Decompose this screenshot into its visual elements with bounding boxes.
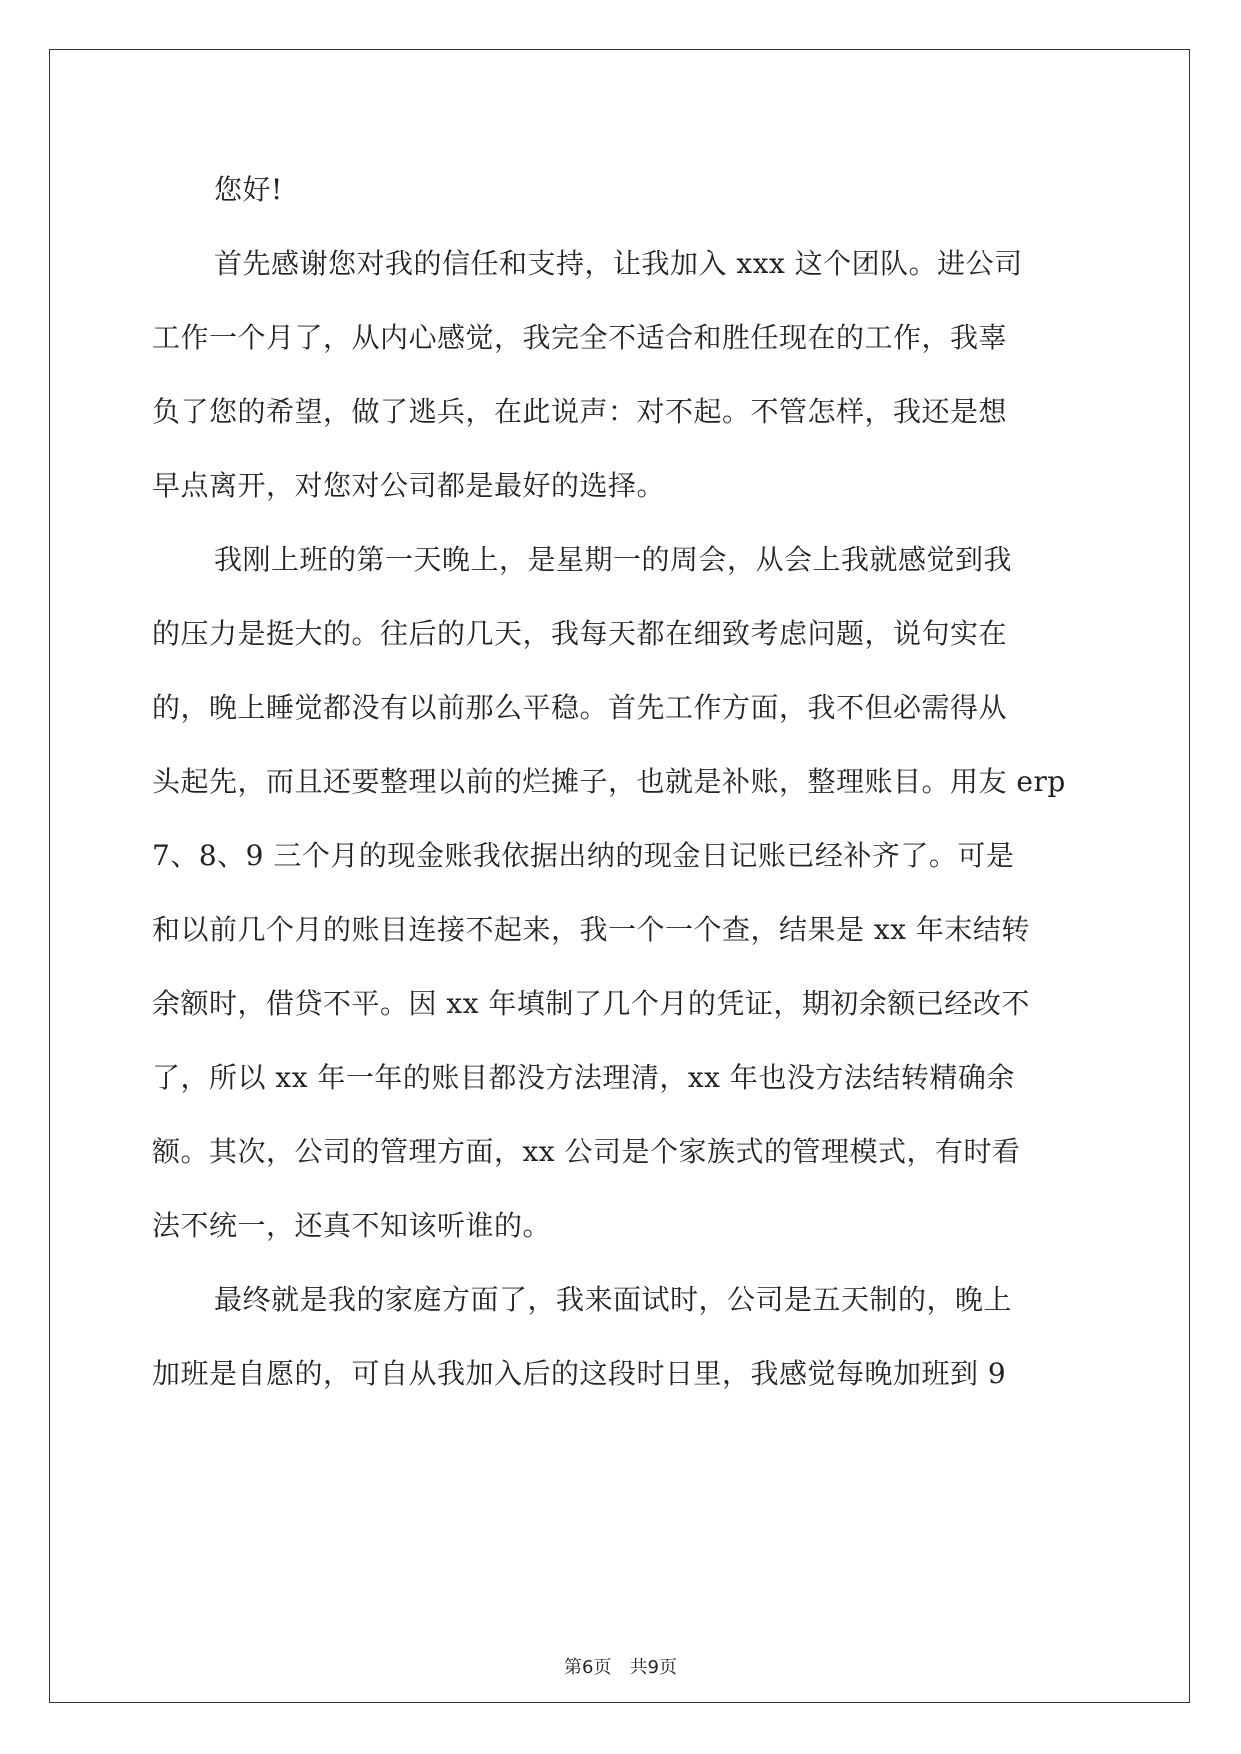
page-number-footer: 第6页 共9页: [564, 1657, 677, 1678]
paragraph-line: 和以前几个月的账目连接不起来，我一个一个查，结果是 xx 年末结转: [152, 913, 1030, 946]
paragraph-line: 首先感谢您对我的信任和支持，让我加入 xxx 这个团队。进公司: [214, 247, 1023, 280]
paragraph-line: 头起先，而且还要整理以前的烂摊子，也就是补账，整理账目。用友 erp: [152, 765, 1066, 798]
paragraph-line: 7、8、9 三个月的现金账我依据出纳的现金日记账已经补齐了。可是: [152, 839, 1015, 872]
salutation-line: 您好!: [214, 173, 283, 206]
paragraph-line: 额。其次，公司的管理方面，xx 公司是个家族式的管理模式，有时看: [152, 1135, 1021, 1168]
paragraph-line: 余额时，借贷不平。因 xx 年填制了几个月的凭证，期初余额已经改不: [152, 987, 1030, 1020]
paragraph-line: 加班是自愿的，可自从我加入后的这段时日里，我感觉每晚加班到 9: [152, 1357, 1007, 1390]
paragraph-line: 了，所以 xx 年一年的账目都没方法理清，xx 年也没方法结转精确余: [152, 1061, 1015, 1094]
page-border: [49, 49, 1190, 1703]
paragraph-line: 的压力是挺大的。往后的几天，我每天都在细致考虑问题，说句实在: [152, 617, 1008, 650]
paragraph-line: 负了您的希望，做了逃兵，在此说声：对不起。不管怎样，我还是想: [152, 395, 1008, 428]
paragraph-line: 工作一个月了，从内心感觉，我完全不适合和胜任现在的工作，我辜: [152, 321, 1008, 354]
paragraph-line: 早点离开，对您对公司都是最好的选择。: [152, 469, 666, 502]
paragraph-line: 最终就是我的家庭方面了，我来面试时，公司是五天制的，晚上: [214, 1283, 1013, 1316]
paragraph-line: 我刚上班的第一天晚上，是星期一的周会，从会上我就感觉到我: [214, 543, 1013, 576]
paragraph-line: 法不统一，还真不知该听谁的。: [152, 1209, 552, 1242]
paragraph-line: 的，晚上睡觉都没有以前那么平稳。首先工作方面，我不但必需得从: [152, 691, 1008, 724]
